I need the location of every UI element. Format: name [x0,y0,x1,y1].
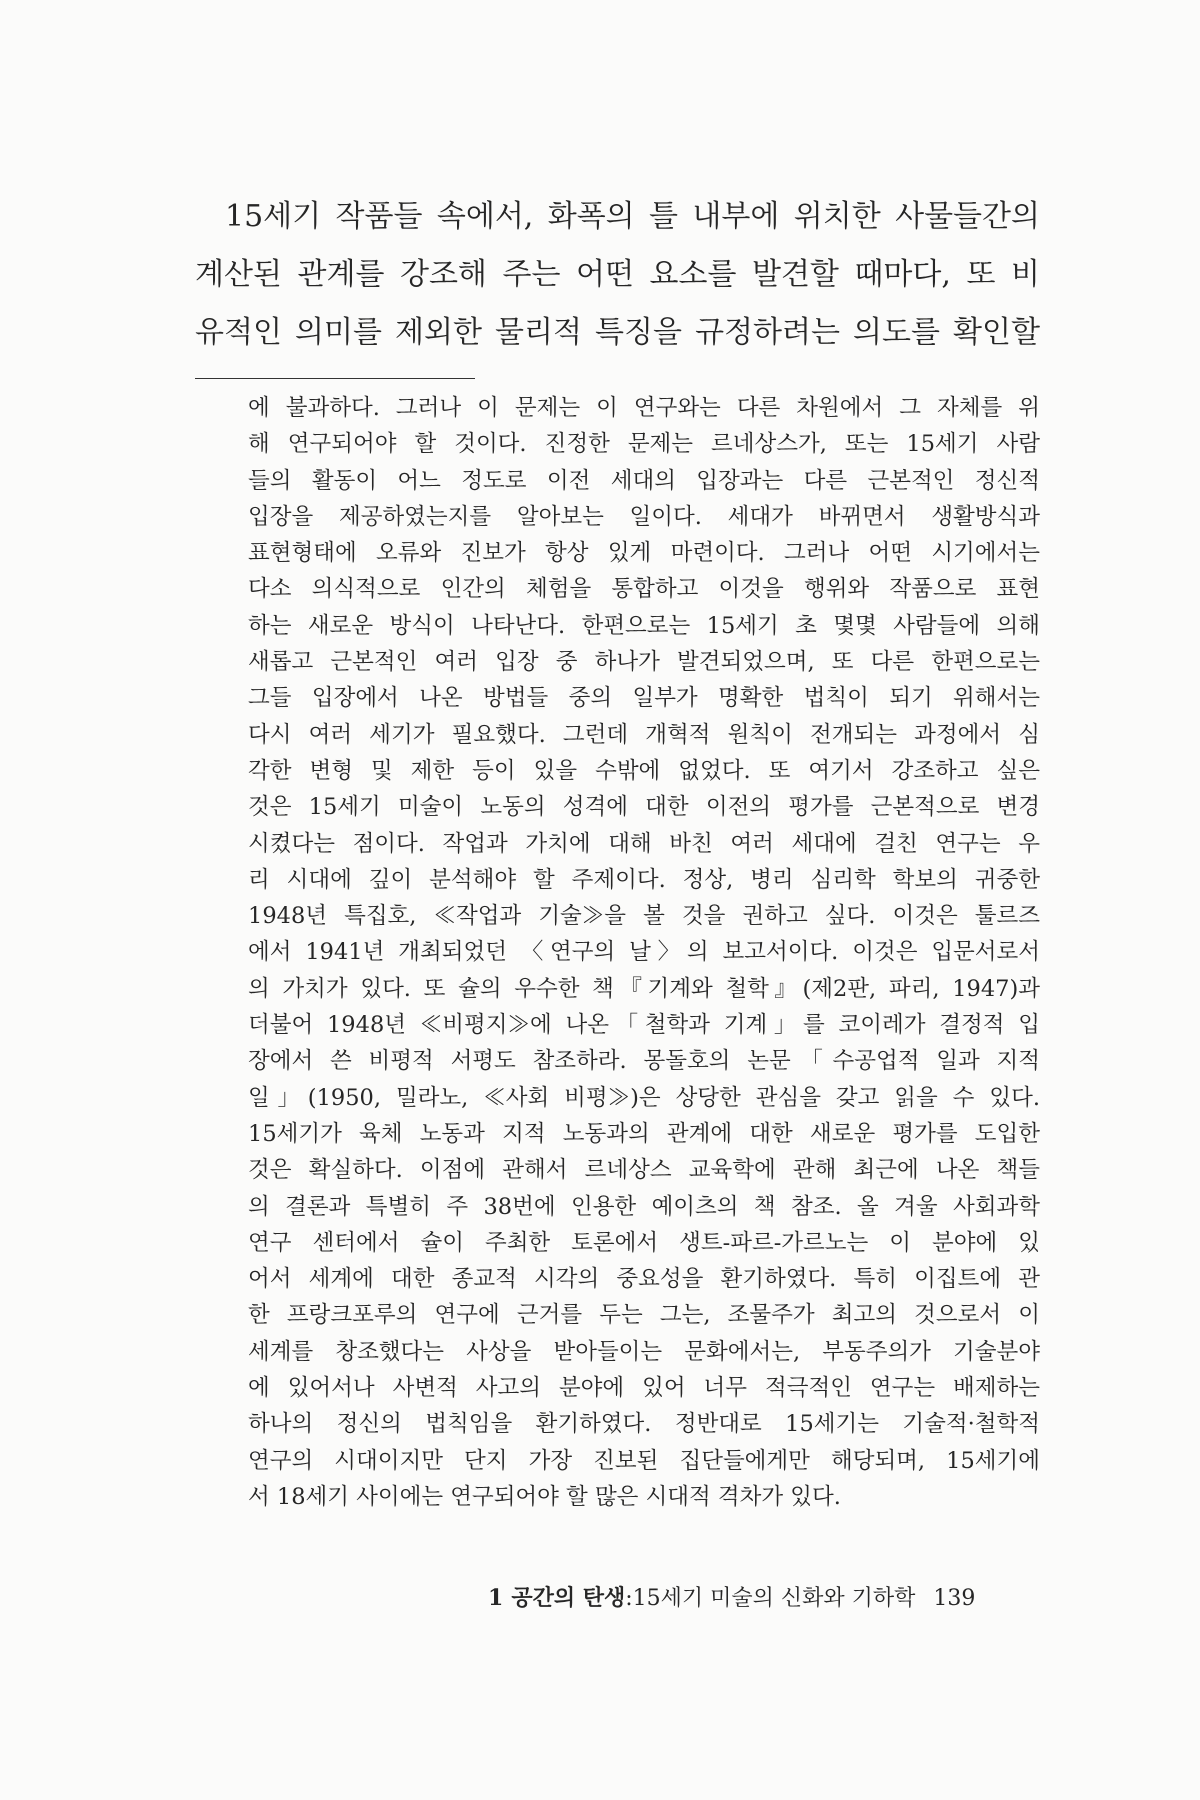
footnote-line: 연구 센터에서 슐이 주최한 토론에서 생트-파르-가르노는 이 분야에 있 [248,1229,1040,1256]
footnote-line: 15세기가 육체 노동과 지적 노동과의 관계에 대한 새로운 평가를 도입한 [248,1120,1040,1147]
footnote-line: 그들 입장에서 나온 방법들 중의 일부가 명확한 법칙이 되기 위해서는 [248,685,1040,712]
footnote-line: 더불어 1948년 ≪비평지≫에 나온「철학과 기계」를 코이레가 결정적 입 [248,1012,1040,1039]
footnote-line: 표현형태에 오류와 진보가 항상 있게 마련이다. 그러나 어떤 시기에서는 [248,540,1040,567]
chapter-number: 1 [488,1585,504,1611]
chapter-subtitle: :15세기 미술의 신화와 기하학 [625,1586,916,1611]
footnote-line: 것은 확실하다. 이점에 관해서 르네상스 교육학에 관해 최근에 나온 책들 [248,1157,1040,1184]
footnote-line: 1948년 특집호, ≪작업과 기술≫을 볼 것을 권하고 싶다. 이것은 툴르즈 [248,903,1040,930]
footnote-line: 각한 변형 및 제한 등이 있을 수밖에 없었다. 또 여기서 강조하고 싶은 [248,757,1040,784]
footnote-line: 새롭고 근본적인 여러 입장 중 하나가 발견되었으며, 또 다른 한편으로는 [248,649,1040,676]
footnote-line: 에 있어서나 사변적 사고의 분야에 있어 너무 적극적인 연구는 배제하는 [248,1375,1040,1402]
footnote-line: 한 프랑크포루의 연구에 근거를 두는 그는, 조물주가 최고의 것으로서 이 [248,1302,1040,1329]
footnote-line: 세계를 창조했다는 사상을 받아들이는 문화에서는, 부동주의가 기술분야 [248,1338,1040,1365]
footnote-line: 연구의 시대이지만 단지 가장 진보된 집단들에게만 해당되며, 15세기에 [248,1447,1040,1474]
page-number: 139 [933,1586,976,1611]
footnote-line: 장에서 쓴 비평적 서평도 참조하라. 몽돌호의 논문「수공업적 일과 지적 [248,1048,1040,1075]
footnote-line: 해 연구되어야 할 것이다. 진정한 문제는 르네상스가, 또는 15세기 사람 [248,431,1040,458]
footnote-line: 시켰다는 점이다. 작업과 가치에 대해 바친 여러 세대에 걸친 연구는 우 [248,830,1040,857]
footnote-line: 것은 15세기 미술이 노동의 성격에 대한 이전의 평가를 근본적으로 변경 [248,794,1040,821]
footnote-line: 입장을 제공하였는지를 알아보는 일이다. 세대가 바뀌면서 생활방식과 [248,503,1040,530]
body-line: 유적인 의미를 제외한 물리적 특징을 규정하려는 의도를 확인할 [195,315,1040,350]
main-body-text [195,188,1040,362]
footnote-line: 들의 활동이 어느 정도로 이전 세대의 입장과는 다른 근본적인 정신적 [248,467,1040,494]
running-footer [488,1583,1040,1614]
footnote-separator [195,378,475,379]
footnote-line: 하나의 정신의 법칙임을 환기하였다. 정반대로 15세기는 기술적·철학적 [248,1411,1040,1438]
footnote-line: 의 가치가 있다. 또 슐의 우수한 책『기계와 철학』(제2판, 파리, 1947)과 [248,975,1040,1002]
footnote-line: 서 18세기 사이에는 연구되어야 할 많은 시대적 격차가 있다. [248,1483,841,1510]
footnote-line: 어서 세계에 대한 종교적 시각의 중요성을 환기하였다. 특히 이집트에 관 [248,1266,1040,1293]
footnote-line: 하는 새로운 방식이 나타난다. 한편으로는 15세기 초 몇몇 사람들에 의해 [248,612,1040,639]
body-line: 계산된 관계를 강조해 주는 어떤 요소를 발견할 때마다, 또 비 [195,257,1040,292]
footnote-line: 일」(1950, 밀라노, ≪사회 비평≫)은 상당한 관심을 갖고 읽을 수 있다. [248,1084,1040,1111]
footnote-line: 에서 1941년 개최되었던 〈연구의 날〉의 보고서이다. 이것은 입문서로서 [248,939,1040,966]
footnote-line: 에 불과하다. 그러나 이 문제는 이 연구와는 다른 차원에서 그 자체를 위 [248,395,1040,421]
chapter-title: 공간의 탄생 [511,1586,626,1611]
footnote-line: 리 시대에 깊이 분석해야 할 주제이다. 정상, 병리 심리학 학보의 귀중한 [248,866,1040,893]
footnote-line: 다소 의식적으로 인간의 체험을 통합하고 이것을 행위와 작품으로 표현 [248,576,1040,603]
footnote-line: 다시 여러 세기가 필요했다. 그런데 개혁적 원칙이 전개되는 과정에서 심 [248,721,1040,748]
footnote-text [248,390,1040,1515]
footnote-line: 의 결론과 특별히 주 38번에 인용한 예이츠의 책 참조. 올 겨울 사회과학 [248,1193,1040,1220]
body-line: 15세기 작품들 속에서, 화폭의 틀 내부에 위치한 사물들간의 [225,199,1040,234]
